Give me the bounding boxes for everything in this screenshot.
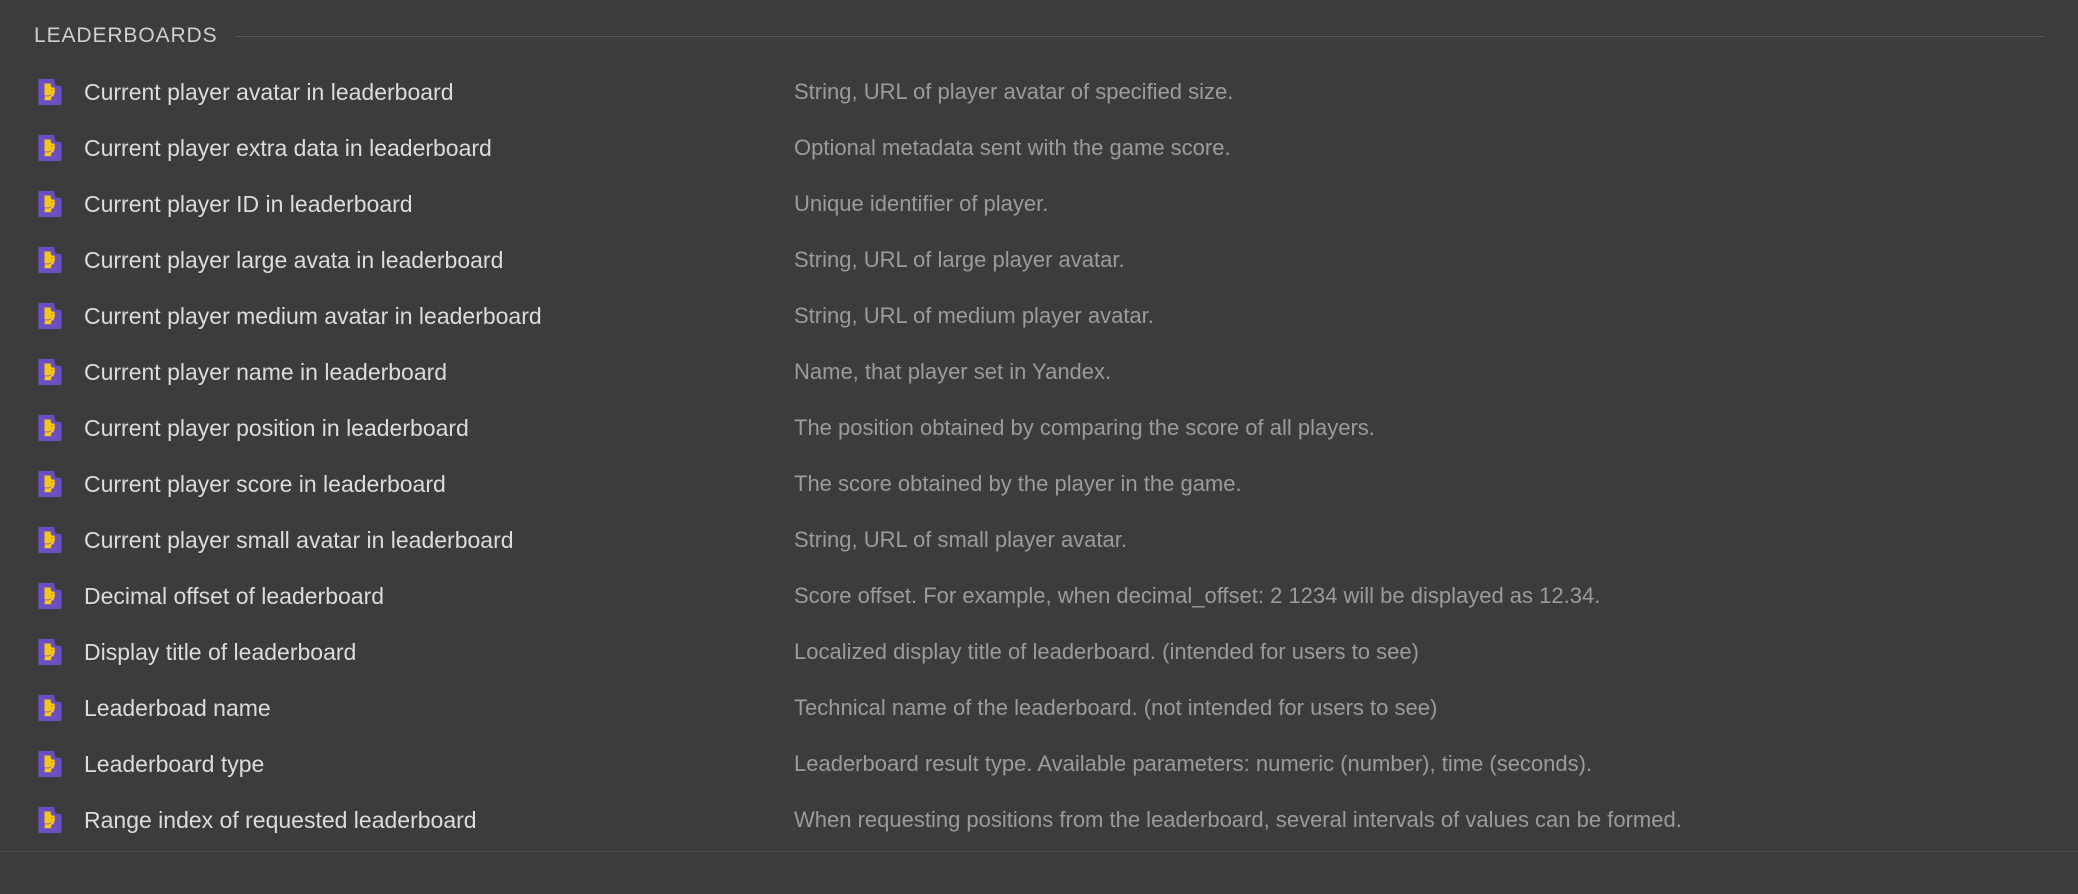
property-name: Current player avatar in leaderboard <box>84 78 454 105</box>
property-description: Optional metadata sent with the game score. <box>794 135 1231 160</box>
list-item[interactable] <box>34 568 2044 624</box>
property-description: String, URL of small player avatar. <box>794 527 1127 552</box>
property-name: Current player ID in leaderboard <box>84 190 413 217</box>
property-name: Current player name in leaderboard <box>84 358 448 385</box>
property-name: Current player position in leaderboard <box>84 414 469 441</box>
list-item-label <box>34 691 794 725</box>
property-description: Name, that player set in Yandex. <box>794 359 1112 384</box>
footer-strip <box>0 852 2078 894</box>
puzzle-piece-icon <box>34 75 68 109</box>
property-description: When requesting positions from the leaderboard, several intervals of values can be formed. <box>794 807 1682 832</box>
header-divider <box>236 36 2044 37</box>
list-item[interactable] <box>34 736 2044 792</box>
property-name: Current player medium avatar in leaderboard <box>84 302 542 329</box>
property-description: Technical name of the leaderboard. (not intended for users to see) <box>794 695 1438 720</box>
property-description: Unique identifier of player. <box>794 191 1049 216</box>
puzzle-piece-icon <box>34 523 68 557</box>
list-item-label <box>34 243 794 277</box>
property-description: String, URL of medium player avatar. <box>794 303 1154 328</box>
property-description: The position obtained by comparing the score of all players. <box>794 415 1375 440</box>
property-description: String, URL of large player avatar. <box>794 247 1125 272</box>
list-item[interactable] <box>34 456 2044 512</box>
list-item[interactable] <box>34 400 2044 456</box>
page-title: LEADERBOARDS <box>34 24 218 47</box>
puzzle-piece-icon <box>34 635 68 669</box>
list-item[interactable] <box>34 232 2044 288</box>
list-item-label <box>34 747 794 781</box>
property-name: Leaderboad name <box>84 694 271 721</box>
property-description: Score offset. For example, when decimal_offset: 2 1234 will be displayed as 12.34. <box>794 583 1601 608</box>
property-name: Decimal offset of leaderboard <box>84 582 385 609</box>
list-item-label <box>34 187 794 221</box>
leaderboard-property-list <box>0 64 2078 848</box>
list-item-label <box>34 75 794 109</box>
property-description: Localized display title of leaderboard. (intended for users to see) <box>794 639 1419 664</box>
list-item[interactable] <box>34 120 2044 176</box>
puzzle-piece-icon <box>34 131 68 165</box>
puzzle-piece-icon <box>34 803 68 837</box>
list-item-label <box>34 523 794 557</box>
puzzle-piece-icon <box>34 411 68 445</box>
puzzle-piece-icon <box>34 579 68 613</box>
property-name: Range index of requested leaderboard <box>84 806 477 833</box>
list-item[interactable] <box>34 624 2044 680</box>
property-name: Display title of leaderboard <box>84 638 357 665</box>
list-item-label <box>34 579 794 613</box>
list-item-label <box>34 803 794 837</box>
list-item[interactable] <box>34 792 2044 848</box>
list-item-label <box>34 131 794 165</box>
list-item[interactable] <box>34 288 2044 344</box>
property-description: Leaderboard result type. Available parameters: numeric (number), time (seconds). <box>794 751 1593 776</box>
list-item[interactable] <box>34 64 2044 120</box>
property-name: Current player extra data in leaderboard <box>84 134 492 161</box>
list-item[interactable] <box>34 344 2044 400</box>
puzzle-piece-icon <box>34 691 68 725</box>
list-item-label <box>34 635 794 669</box>
puzzle-piece-icon <box>34 187 68 221</box>
list-item[interactable] <box>34 176 2044 232</box>
list-item-label <box>34 411 794 445</box>
list-item-label <box>34 299 794 333</box>
puzzle-piece-icon <box>34 299 68 333</box>
property-name: Current player score in leaderboard <box>84 470 446 497</box>
list-item[interactable] <box>34 680 2044 736</box>
list-item[interactable] <box>34 512 2044 568</box>
property-name: Current player large avata in leaderboard <box>84 246 504 273</box>
list-item-label <box>34 355 794 389</box>
puzzle-piece-icon <box>34 467 68 501</box>
property-description: String, URL of player avatar of specified size. <box>794 79 1234 104</box>
list-item-label <box>34 467 794 501</box>
property-name: Current player small avatar in leaderboard <box>84 526 514 553</box>
property-name: Leaderboard type <box>84 750 265 777</box>
puzzle-piece-icon <box>34 355 68 389</box>
property-description: The score obtained by the player in the game. <box>794 471 1242 496</box>
puzzle-piece-icon <box>34 747 68 781</box>
section-header <box>0 0 2078 48</box>
puzzle-piece-icon <box>34 243 68 277</box>
